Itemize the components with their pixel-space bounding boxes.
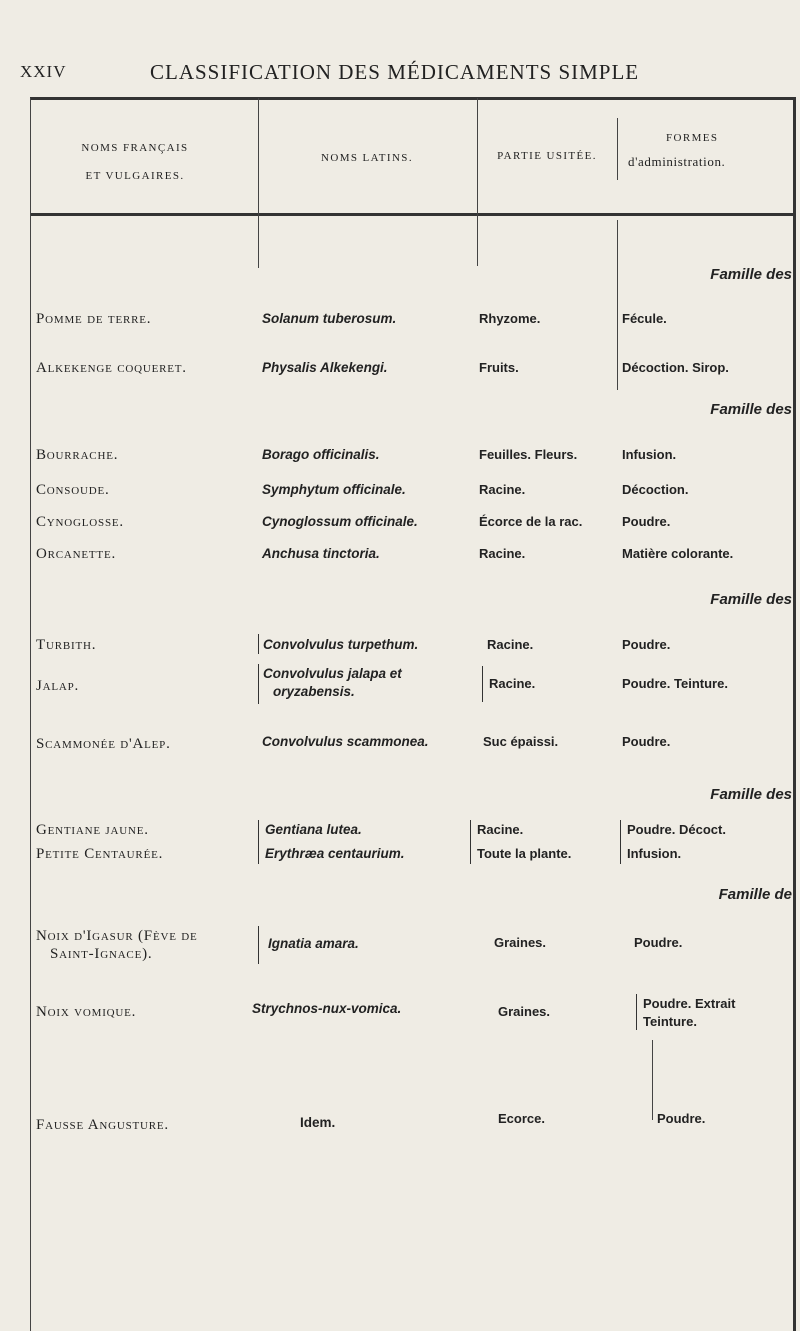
admin-form: Poudre. Teinture. <box>622 676 728 691</box>
part-used: Racine. <box>489 676 536 691</box>
latin-name: Convolvulus scammonea. <box>262 734 429 749</box>
french-name: Noix vomique. <box>36 1004 137 1020</box>
latin-name: Physalis Alkekengi. <box>262 360 388 375</box>
page-number: XXIV <box>20 62 67 81</box>
part-used: Écorce de la rac. <box>479 514 583 529</box>
admin-form: Fécule. <box>622 311 667 326</box>
col-header-french: NOMS FRANÇAIS ET VULGAIRES. <box>81 142 189 182</box>
bracket <box>258 664 259 704</box>
admin-form: Poudre. Décoct. <box>627 822 726 837</box>
admin-form: Infusion. <box>622 447 677 462</box>
latin-name: oryzabensis. <box>273 684 355 699</box>
admin-form: Poudre. <box>622 514 671 529</box>
admin-form: Poudre. Extrait <box>643 996 736 1011</box>
part-used: Ecorce. <box>498 1111 545 1126</box>
latin-name: Symphytum officinale. <box>262 482 406 497</box>
french-name: Petite Centaurée. <box>36 846 164 862</box>
french-name: Jalap. <box>36 678 80 694</box>
bracket <box>258 926 259 964</box>
bracket <box>482 666 483 702</box>
admin-form: Poudre. <box>634 935 683 950</box>
bracket <box>636 994 637 1030</box>
latin-name: Erythræa centaurium. <box>265 846 405 861</box>
part-used: Racine. <box>479 482 526 497</box>
french-name: Orcanette. <box>36 546 117 562</box>
column-divider <box>30 98 31 1331</box>
bracket <box>258 634 259 654</box>
part-used: Graines. <box>498 1004 551 1019</box>
french-name: Turbith. <box>36 637 97 653</box>
latin-name: Anchusa tinctoria. <box>262 546 380 561</box>
french-name: Noix d'Igasur (Fève de <box>36 928 198 944</box>
part-used: Racine. <box>479 546 526 561</box>
header-rule <box>30 213 796 216</box>
latin-name: Solanum tuberosum. <box>262 311 397 326</box>
latin-name: Gentiana lutea. <box>265 822 362 837</box>
column-divider <box>477 98 478 266</box>
admin-form: Infusion. <box>627 846 682 861</box>
latin-name: Idem. <box>300 1115 336 1130</box>
col-header-latin: NOMS LATINS. <box>321 152 413 164</box>
admin-form: Poudre. <box>622 734 671 749</box>
col-header-forms: FORMES d'administration. <box>628 132 726 169</box>
family-heading: Famille des <box>710 401 792 418</box>
col-header-part: PARTIE USITÉE. <box>497 150 597 162</box>
latin-name: Ignatia amara. <box>268 936 359 951</box>
column-divider <box>617 220 618 390</box>
part-used: Racine. <box>487 637 534 652</box>
french-name: Scammonée d'Alep. <box>36 736 171 752</box>
latin-name: Cynoglossum officinale. <box>262 514 418 529</box>
part-used: Graines. <box>494 935 547 950</box>
family-heading: Famille des <box>710 786 792 803</box>
family-heading: Famille des <box>710 266 792 283</box>
french-name: Alkekenge coqueret. <box>36 360 187 376</box>
family-heading: Famille de <box>718 886 792 903</box>
right-border <box>793 97 796 1331</box>
part-used: Racine. <box>477 822 524 837</box>
french-name: Pomme de terre. <box>36 311 152 327</box>
part-used: Feuilles. Fleurs. <box>479 447 578 462</box>
french-name: Consoude. <box>36 482 110 498</box>
bracket <box>258 820 259 864</box>
french-name: Fausse Angusture. <box>36 1117 169 1133</box>
admin-form: Matière colorante. <box>622 546 734 561</box>
bracket <box>620 820 621 864</box>
part-used: Rhyzome. <box>479 311 541 326</box>
admin-form: Décoction. <box>622 482 689 497</box>
latin-name: Convolvulus turpethum. <box>263 637 419 652</box>
top-rule <box>30 97 796 100</box>
admin-form: Poudre. <box>657 1111 706 1126</box>
french-name: Saint-Ignace). <box>50 946 153 962</box>
part-used: Suc épaissi. <box>483 734 559 749</box>
latin-name: Convolvulus jalapa et <box>263 666 402 681</box>
admin-form: Décoction. Sirop. <box>622 360 729 375</box>
latin-name: Borago officinalis. <box>262 447 380 462</box>
running-title: CLASSIFICATION DES MÉDICAMENTS SIMPLE <box>150 60 640 84</box>
part-used: Toute la plante. <box>477 846 572 861</box>
part-used: Fruits. <box>479 360 519 375</box>
french-name: Cynoglosse. <box>36 514 124 530</box>
family-heading: Famille des <box>710 591 792 608</box>
bracket <box>470 820 471 864</box>
latin-name: Strychnos-nux-vomica. <box>252 1001 402 1016</box>
french-name: Bourrache. <box>36 447 119 463</box>
column-divider <box>258 98 259 268</box>
column-divider <box>652 1040 653 1120</box>
admin-form: Poudre. <box>622 637 671 652</box>
french-name: Gentiane jaune. <box>36 822 149 838</box>
column-divider <box>617 118 618 180</box>
admin-form: Teinture. <box>643 1014 697 1029</box>
